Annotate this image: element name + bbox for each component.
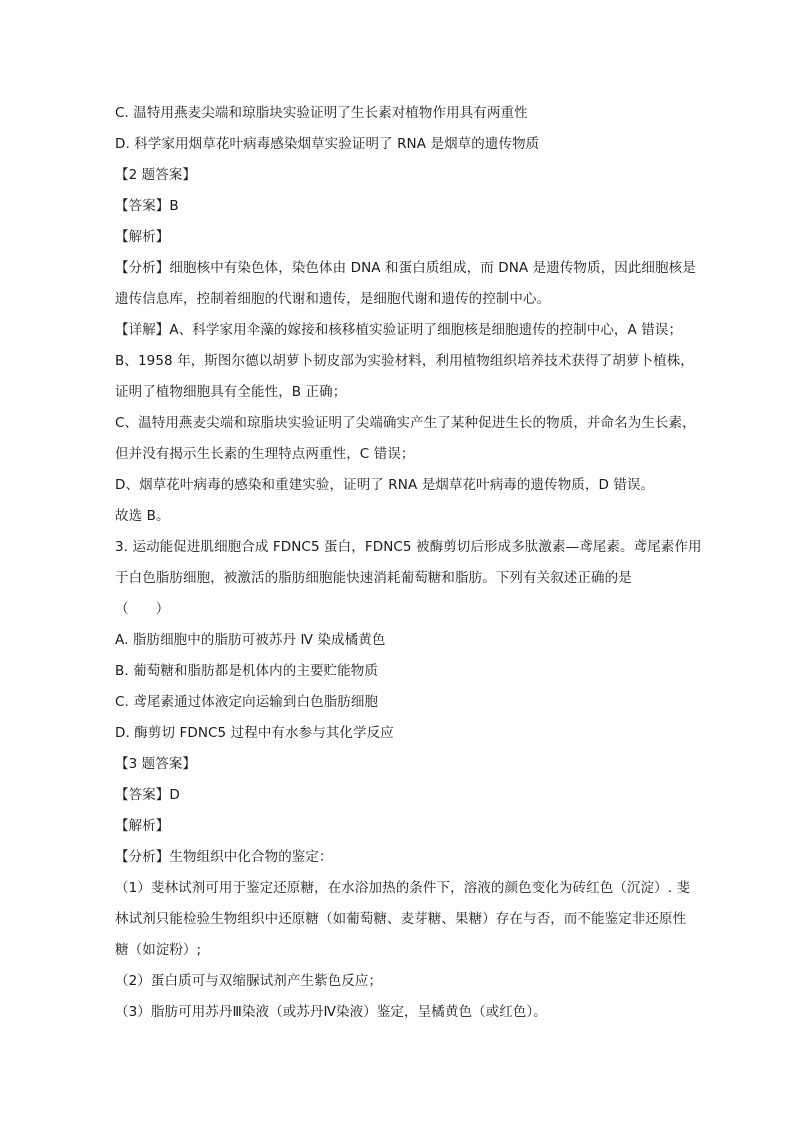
q2-detail-line-1: 【详解】A、科学家用伞藻的嫁接和核移植实验证明了细胞核是细胞遗传的控制中心，A 错误；	[115, 322, 683, 338]
q3-option-c: C. 鸢尾素通过体液定向运输到白色脂肪细胞	[115, 694, 379, 710]
q3-stem-line-2: 于白色脂肪细胞，被激活的脂肪细胞能快速消耗葡萄糖和脂肪。下列有关叙述正确的是	[115, 570, 632, 586]
q3-option-a: A. 脂肪细胞中的脂肪可被苏丹 Ⅳ 染成橘黄色	[115, 632, 386, 648]
q3-analysis-line-1: 【分析】生物组织中化合物的鉴定：	[115, 849, 333, 865]
q2-answer-header: 【2 题答案】	[115, 167, 197, 183]
q2-detail-line-6: D、烟草花叶病毒的感染和重建实验，证明了 RNA 是烟草花叶病毒的遗传物质，D 错误。	[115, 477, 655, 493]
option-c-q2: C. 温特用燕麦尖端和琼脂块实验证明了生长素对植物作用具有两重性	[115, 105, 528, 121]
q3-analysis-line-4: 糖（如淀粉）;	[115, 942, 202, 958]
q3-analysis-line-6: （3）脂肪可用苏丹Ⅲ染液（或苏丹Ⅳ染液）鉴定，呈橘黄色（或红色）。	[115, 1004, 547, 1020]
q3-option-b: B. 葡萄糖和脂肪都是机体内的主要贮能物质	[115, 663, 378, 679]
q3-option-d: D. 酶剪切 FDNC5 过程中有水参与其化学反应	[115, 725, 394, 741]
q3-stem-blank: （ ）	[115, 601, 170, 617]
q3-answer: 【答案】D	[115, 787, 180, 803]
q3-analysis-header: 【解析】	[115, 818, 170, 834]
q3-analysis-line-2: （1）斐林试剂可用于鉴定还原糖，在水浴加热的条件下，溶液的颜色变化为砖红色（沉淀）. 斐	[115, 880, 691, 896]
q2-detail-line-2: B、1958 年，斯图尔德以胡萝卜韧皮部为实验材料，利用植物组织培养技术获得了胡萝卜植株，	[115, 353, 694, 369]
q2-detail-line-3: 证明了植物细胞具有全能性，B 正确；	[115, 384, 347, 400]
q2-conclusion: 故选 B。	[115, 508, 170, 524]
q2-analysis-line-2: 遗传信息库，控制着细胞的代谢和遗传，是细胞代谢和遗传的控制中心。	[115, 291, 551, 307]
q2-answer: 【答案】B	[115, 198, 179, 214]
q3-analysis-line-5: （2）蛋白质可与双缩脲试剂产生紫色反应；	[115, 973, 383, 989]
q2-detail-line-4: C、温特用燕麦尖端和琼脂块实验证明了尖端确实产生了某种促进生长的物质，并命名为生长素，	[115, 415, 696, 431]
q3-analysis-line-3: 林试剂只能检验生物组织中还原糖（如葡萄糖、麦芽糖、果糖）存在与否，而不能鉴定非还原性	[115, 911, 687, 927]
q2-analysis-line-1: 【分析】细胞核中有染色体，染色体由 DNA 和蛋白质组成，而 DNA 是遗传物质，因此细胞核是	[115, 260, 696, 276]
option-d-q2: D. 科学家用烟草花叶病毒感染烟草实验证明了 RNA 是烟草的遗传物质	[115, 136, 540, 152]
q2-detail-line-5: 但并没有揭示生长素的生理特点两重性，C 错误；	[115, 446, 415, 462]
q3-answer-header: 【3 题答案】	[115, 756, 197, 772]
q3-stem-line-1: 3. 运动能促进肌细胞合成 FDNC5 蛋白，FDNC5 被酶剪切后形成多肽激素—鸢尾素。鸢尾素作用	[115, 539, 702, 555]
q2-analysis-header: 【解析】	[115, 229, 170, 245]
